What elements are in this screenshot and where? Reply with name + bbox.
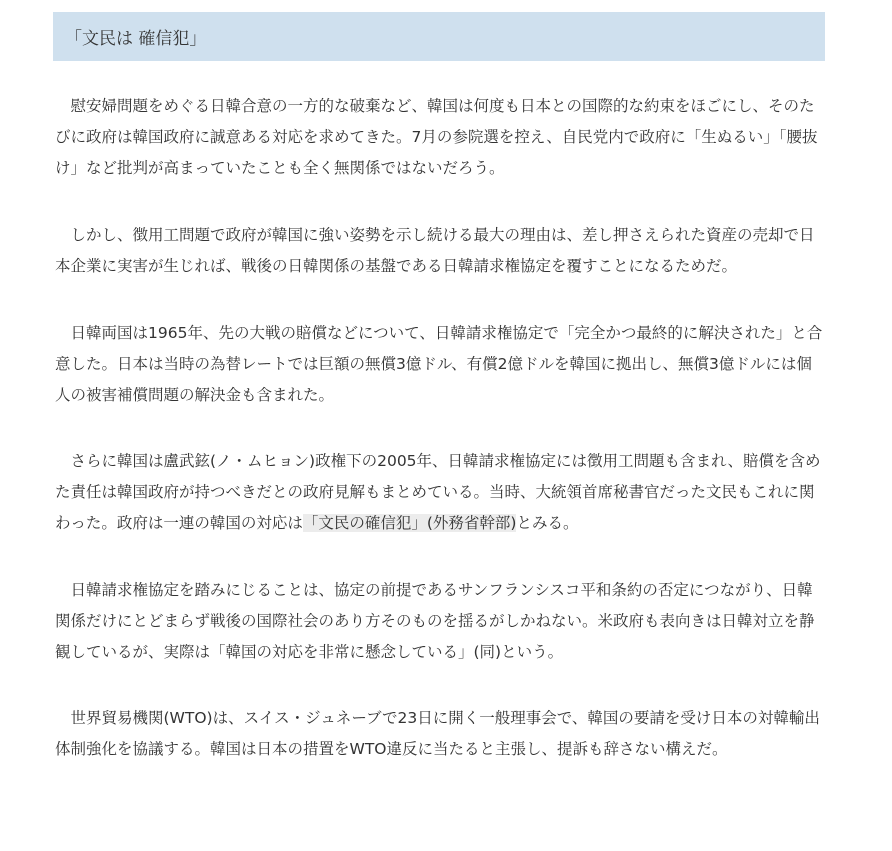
article [53, 12, 825, 765]
paragraph-3: 日韓両国は1965年、先の大戦の賠償などについて、日韓請求権協定で「完全かつ最終的に解決された」と合意した。日本は当時の為替レートでは巨額の無償3億ドル、有償2億ドルを韓国に拠出し、無償3億ドルには個人の被害補償問題の解決金も含まれた。 [55, 324, 823, 404]
section-header [53, 12, 825, 61]
paragraph-4 [53, 446, 825, 539]
paragraph-2: しかし、徴用工問題で政府が韓国に強い姿勢を示し続ける最大の理由は、差し押さえられた資産の売却で日本企業に実害が生じれば、戦後の日韓関係の基盤である日韓請求権協定を覆すことになるためだ。 [55, 226, 815, 275]
paragraph-5: 日韓請求権協定を踏みにじることは、協定の前提であるサンフランシスコ平和条約の否定につながり、日韓関係だけにとどまらず戦後の国際社会のあり方そのものを揺るがしかねない。米政府も表向きは日韓対立を静観しているが、実際は「韓国の対応を非常に懸念している」(同)という。 [55, 581, 815, 661]
paragraph-4-text: さらに韓国は盧武鉉(ノ・ムヒョン)政権下の2005年、日韓請求権協定には徴用工問題も含まれ、賠償を含めた責任は韓国政府が持つべきだとの政府見解もまとめている。当時、大統領首席秘書官だった文民もこれに関わった。政府は一連の韓国の対応は [55, 452, 821, 532]
paragraph-4-tail: とみる。 [516, 514, 579, 532]
paragraph-6: 世界貿易機関(WTO)は、スイス・ジュネーブで23日に開く一般理事会で、韓国の要請を受け日本の対韓輸出体制強化を協議する。韓国は日本の措置をWTO違反に当たると主張し、提訴も辞さない構えだ。 [55, 709, 820, 758]
highlighted-quote: 「文民の確信犯」(外務省幹部) [302, 514, 517, 532]
paragraph-1: 慰安婦問題をめぐる日韓合意の一方的な破棄など、韓国は何度も日本との国際的な約束をほごにし、そのたびに政府は韓国政府に誠意ある対応を求めてきた。7月の参院選を控え、自民党内で政府に「生ぬるい」「腰抜け」など批判が高まっていたことも全く無関係ではないだろう。 [55, 97, 818, 177]
section-heading: 「文民は 確信犯」 [65, 29, 207, 49]
